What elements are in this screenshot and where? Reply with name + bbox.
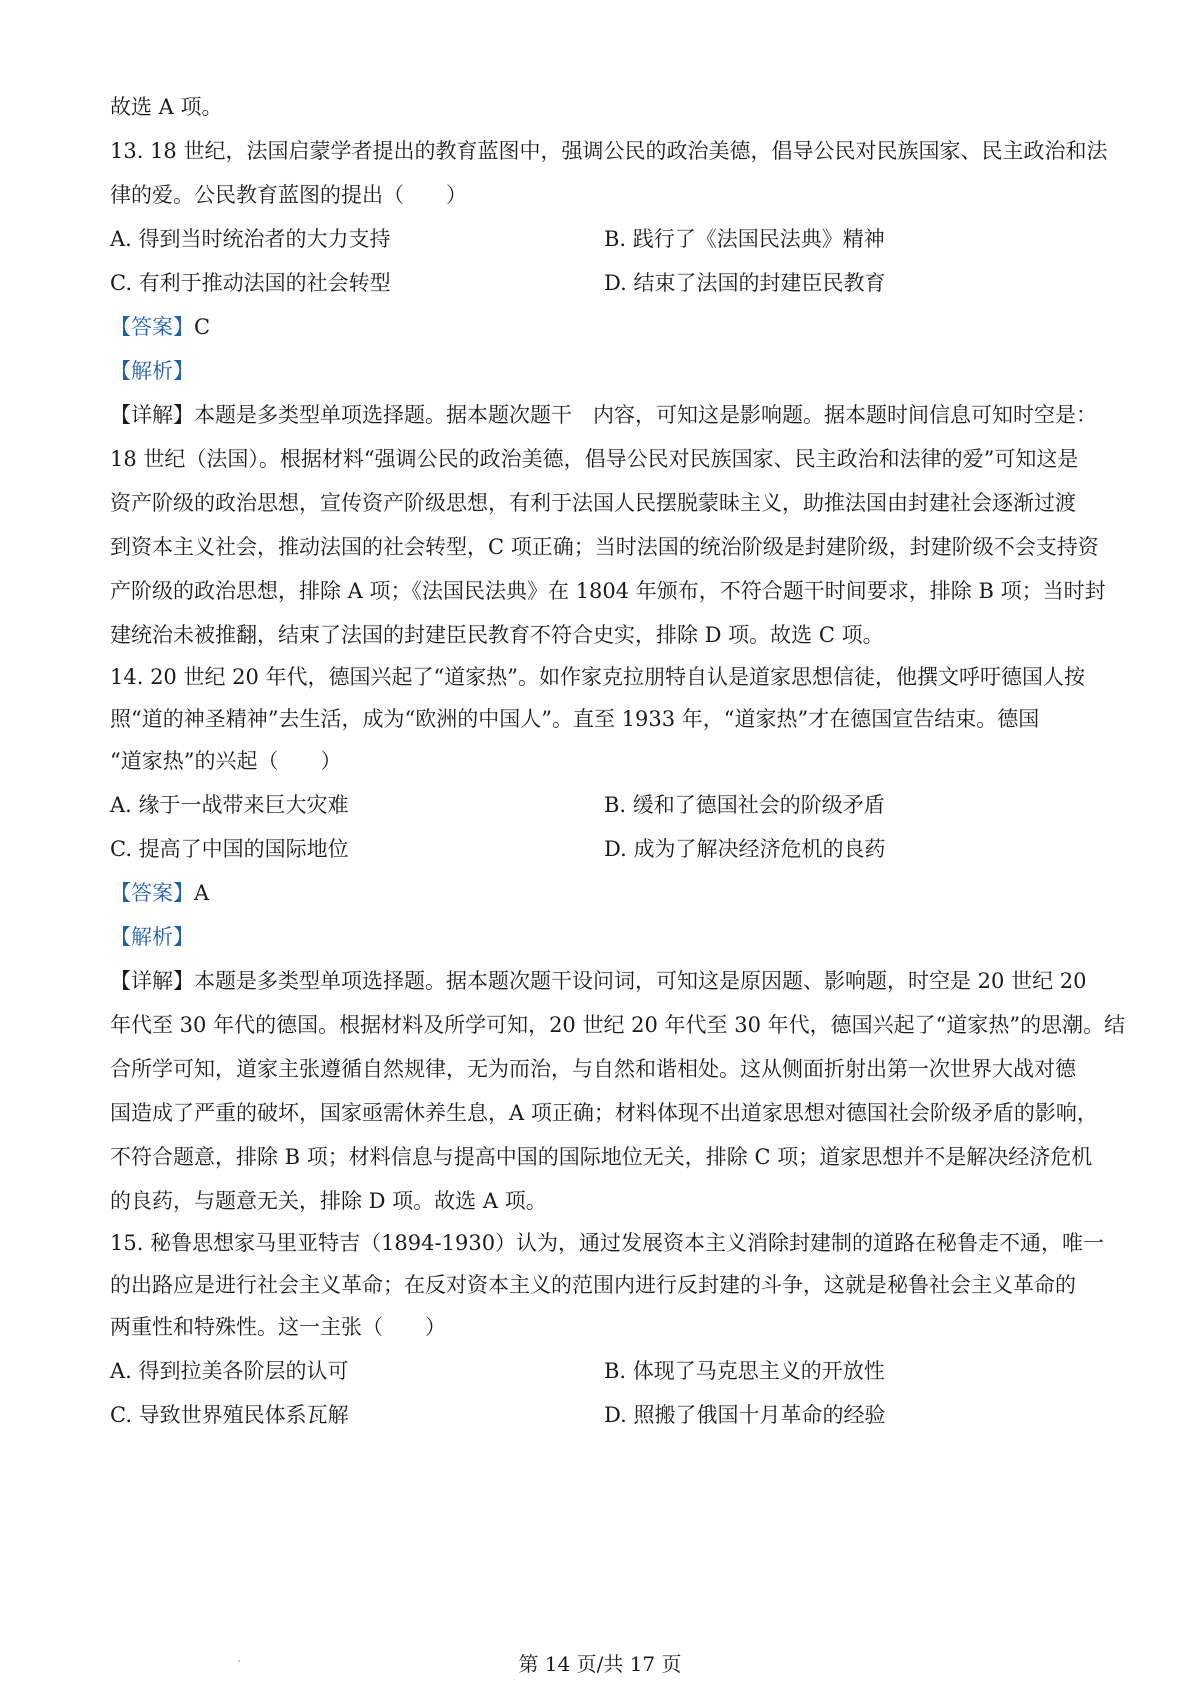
q13-detail-line-1 [110,400,1100,430]
q14-stem-line-2: 照“道的神圣精神”去生活，成为“欧洲的中国人”。直至 1933 年，“道家热”才在德国宣告结束。德国 [110,707,1040,731]
q14-detail-line-3: 合所学可知，道家主张遵循自然规律，无为而治，与自然和谐相处。这从侧面折射出第一次世界大战对德 [110,1057,1076,1081]
q14-detail-line-6: 的良药，与题意无关，排除 D 项。故选 A 项。 [110,1189,547,1213]
page-footer: 第 14 页/共 17 页 [518,1652,682,1676]
q14-stem-line-3: “道家热”的兴起（ ） [110,749,342,773]
q14-detail-line-2: 年代至 30 年代的德国。根据材料及所学可知，20 世纪 20 年代至 30 年代，德国兴起了“道家热”的思潮。结 [110,1013,1126,1037]
q14-stem-line-1: 14. 20 世纪 20 年代，德国兴起了“道家热”。如作家克拉朋特自认是道家思想信徒，他撰文呼吁德国人按 [110,665,1086,689]
q15-option-d: D. 照搬了俄国十月革命的经验 [604,1403,886,1427]
q13-analysis-label: 【解析】 [110,359,194,383]
q15-stem-line-1: 15. 秘鲁思想家马里亚特吉（1894-1930）认为，通过发展资本主义消除封建制的道路在秘鲁走不通，唯一 [110,1231,1105,1255]
q14-option-a: A. 缘于一战带来巨大灾难 [110,793,349,817]
q13-detail-line-5: 产阶级的政治思想，排除 A 项；《法国民法典》在 1804 年颁布，不符合题干时间要求，排除 B 项；当时封 [110,579,1106,603]
q13-option-d: D. 结束了法国的封建臣民教育 [604,271,886,295]
q13-detail-line-3: 资产阶级的政治思想，宣传资产阶级思想，有利于法国人民摆脱蒙昧主义，助推法国由封建社会逐渐过渡 [110,491,1076,515]
q14-detail-line-1 [110,966,1100,996]
q13-detail-line-2: 18 世纪（法国）。根据材料“强调公民的政治美德，倡导公民对民族国家、民主政治和法律的爱”可知这是 [110,447,1079,471]
q14-option-d: D. 成为了解决经济危机的良药 [604,837,886,861]
q13-detail-text-1: 本题是多类型单项选择题。据本题次题干 内容，可知这是影响题。据本题时间信息可知时空是： [194,403,1097,427]
q14-detail-text-1: 本题是多类型单项选择题。据本题次题干设问词，可知这是原因题、影响题，时空是 20 世纪 20 [194,969,1087,993]
q14-detail-line-4: 国造成了严重的破坏，国家亟需休养生息，A 项正确；材料体现不出道家思想对德国社会阶级矛盾的影响， [110,1101,1098,1125]
q13-detail-label: 【详解】 [110,403,194,427]
q13-option-c: C. 有利于推动法国的社会转型 [110,271,391,295]
q13-detail-line-4: 到资本主义社会，推动法国的社会转型，C 项正确；当时法国的统治阶级是封建阶级，封建阶级不会支持资 [110,535,1099,559]
q14-option-c: C. 提高了中国的国际地位 [110,837,349,861]
q14-answer-value: A [194,881,210,905]
q15-option-b: B. 体现了马克思主义的开放性 [604,1359,885,1383]
q15-option-a: A. 得到拉美各阶层的认可 [110,1359,349,1383]
q14-analysis-label: 【解析】 [110,925,194,949]
q13-option-b: B. 践行了《法国民法典》精神 [604,227,885,251]
q13-option-a: A. 得到当时统治者的大力支持 [110,227,391,251]
q15-option-c: C. 导致世界殖民体系瓦解 [110,1403,349,1427]
q14-answer-label: 【答案】 [110,881,194,905]
q13-answer [110,312,1100,342]
q14-detail-line-5: 不符合题意，排除 B 项；材料信息与提高中国的国际地位无关，排除 C 项；道家思想并不是解决经济危机 [110,1145,1093,1169]
q14-option-b: B. 缓和了德国社会的阶级矛盾 [604,793,885,817]
q15-stem-line-2: 的出路应是进行社会主义革命；在反对资本主义的范围内进行反封建的斗争，这就是秘鲁社会主义革命的 [110,1273,1076,1297]
intro-line: 故选 A 项。 [110,95,223,119]
q13-detail-line-6: 建统治未被推翻，结束了法国的封建臣民教育不符合史实，排除 D 项。故选 C 项。 [110,623,884,647]
q14-answer [110,878,1100,908]
q13-answer-label: 【答案】 [110,315,194,339]
q15-stem-line-3: 两重性和特殊性。这一主张（ ） [110,1315,446,1339]
q13-stem-line-2: 律的爱。公民教育蓝图的提出（ ） [110,183,467,207]
q14-detail-label: 【详解】 [110,969,194,993]
q13-stem-line-1: 13. 18 世纪，法国启蒙学者提出的教育蓝图中，强调公民的政治美德，倡导公民对民族国家、民主政治和法 [110,139,1108,163]
q13-answer-value: C [194,315,211,339]
